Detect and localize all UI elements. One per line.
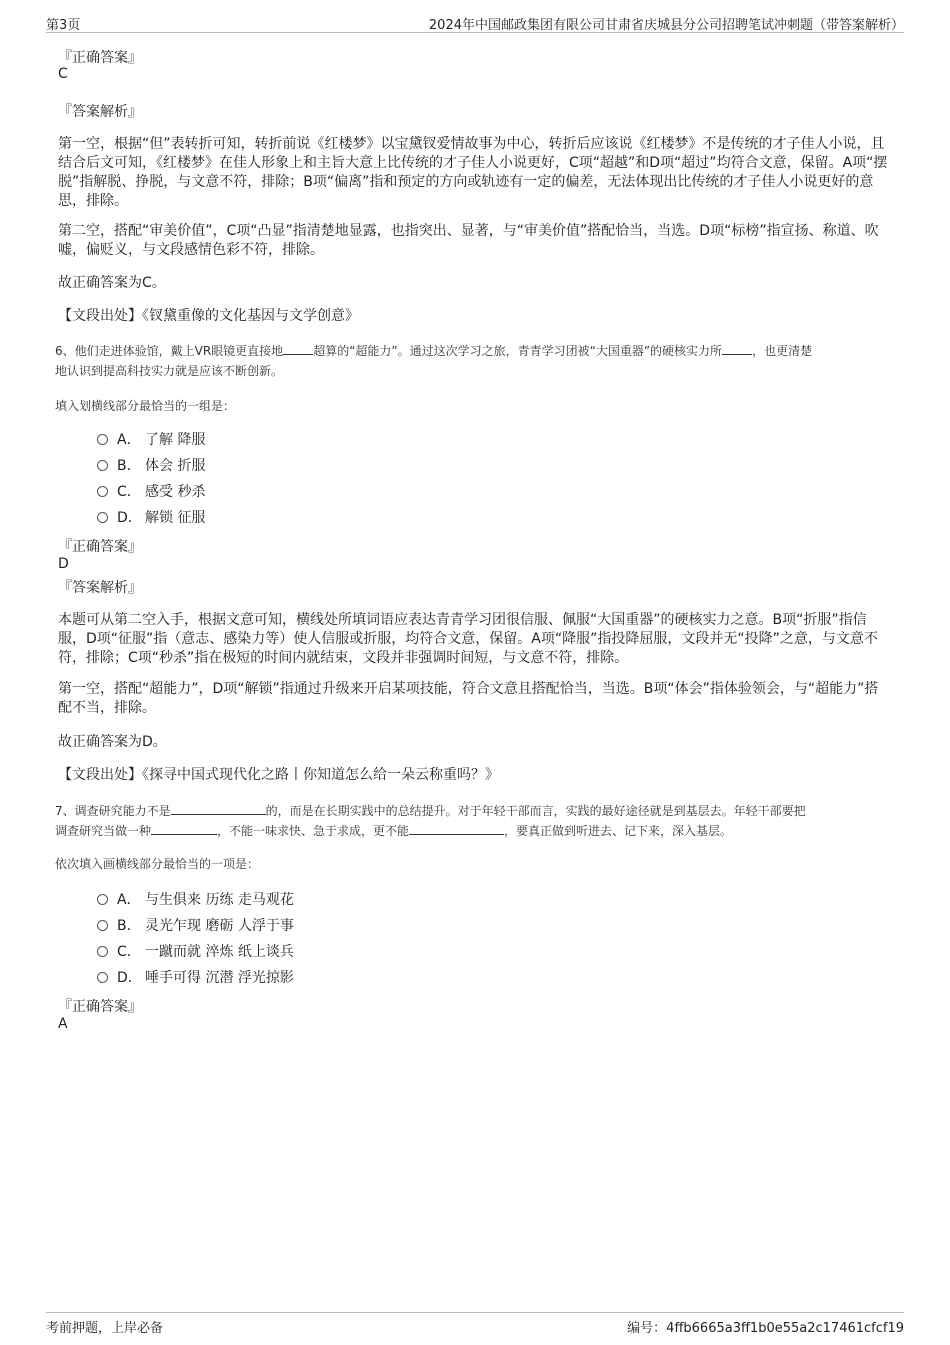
source-citation: 【文段出处】《钗黛重像的文化基因与文学创意》 xyxy=(58,308,359,324)
answer-value: A xyxy=(58,1016,68,1032)
conclusion: 故正确答案为D。 xyxy=(58,734,167,750)
radio-icon[interactable] xyxy=(97,972,108,983)
analysis-label: 『答案解析』 xyxy=(58,104,142,120)
analysis-paragraph: 第一空，根据“但”表转折可知，转折前说《红楼梦》以宝黛钗爱情故事为中心，转折后应该说《红楼梦》不是传统的才子佳人小说，且结合后文可知，《红楼梦》在佳人形象上和主旨大意上比传统的才子佳人小说更好，C项“超越”和D项“超过”均符合文意，保留。A项“摆脱”指解脱、挣脱，与文意不符，排除；B项“偏离”指和预定的方向或轨迹有一定的偏差，无法体现出比传统的才子佳人小说更好的意思，排除。 xyxy=(58,136,888,209)
option-c[interactable]: C． 一蹴而就 淬炼 纸上谈兵 xyxy=(97,942,294,962)
analysis-paragraph: 第二空，搭配“审美价值”，C项“凸显”指清楚地显露，也指突出、显著，与“审美价值”搭配恰当，当选。D项“标榜”指宣扬、称道、吹嘘，偏贬义，与文段感情色彩不符，排除。 xyxy=(58,223,879,258)
source-citation: 【文段出处】《探寻中国式现代化之路丨你知道怎么给一朵云称重吗？》 xyxy=(58,767,499,783)
conclusion: 故正确答案为C。 xyxy=(58,275,166,291)
radio-icon[interactable] xyxy=(97,920,108,931)
option-b[interactable]: B． 灵光乍现 磨砺 人浮于事 xyxy=(97,916,294,936)
answer-label: 『正确答案』 xyxy=(58,539,142,555)
page-footer xyxy=(46,1312,904,1337)
document-code: 编号：4ffb6665a3ff1b0e55a2c17461cfcf19 xyxy=(627,1321,904,1336)
answer-label: 『正确答案』 xyxy=(58,999,142,1015)
question-instruction: 依次填入画横线部分最恰当的一项是： xyxy=(55,857,260,871)
blank-line xyxy=(722,342,752,355)
option-c[interactable]: C． 感受 秒杀 xyxy=(97,482,205,502)
page-header xyxy=(46,14,904,33)
analysis-paragraph: 本题可从第二空入手，根据文意可知，横线处所填词语应表达青青学习团很信服、佩服“大国重器”的硬核实力之意。B项“折服”指信服，D项“征服”指（意志、感染力等）使人信服或折服，均符合文意，保留。A项“降服”指投降屈服，文段并无“投降”之意，与文意不符，排除；C项“秒杀”指在极短的时间内就结束，文段并非强调时间短，与文意不符，排除。 xyxy=(58,612,878,666)
radio-icon[interactable] xyxy=(97,894,108,905)
blank-line xyxy=(409,822,504,835)
radio-icon[interactable] xyxy=(97,512,108,523)
page-number: 第3页 xyxy=(46,18,81,33)
radio-icon[interactable] xyxy=(97,946,108,957)
document-title: 2024年中国邮政集团有限公司甘肃省庆城县分公司招聘笔试冲刺题（带答案解析） xyxy=(428,18,904,33)
radio-icon[interactable] xyxy=(97,460,108,471)
radio-icon[interactable] xyxy=(97,486,108,497)
blank-line xyxy=(171,802,266,815)
option-b[interactable]: B． 体会 折服 xyxy=(97,456,205,476)
answer-value: C xyxy=(58,66,68,82)
option-d[interactable]: D． 解锁 征服 xyxy=(97,508,205,528)
answer-value: D xyxy=(58,556,69,572)
analysis-label: 『答案解析』 xyxy=(58,580,142,596)
blank-line xyxy=(283,342,313,355)
question-instruction: 填入划横线部分最恰当的一组是： xyxy=(55,399,236,413)
radio-icon[interactable] xyxy=(97,434,108,445)
option-d[interactable]: D． 唾手可得 沉潜 浮光掠影 xyxy=(97,968,294,988)
option-a[interactable]: A． 了解 降服 xyxy=(97,430,205,450)
option-a[interactable]: A． 与生俱来 历练 走马观花 xyxy=(97,890,294,910)
blank-line xyxy=(151,822,217,835)
question-stem: 6、他们走进体验馆，戴上VR眼镜更直接地 超算的“超能力”。通过这次学习之旅，青青学习团被“大国重器”的硬核实力所 ，也更清楚 地认识到提高科技实力就是应该不断创新。 xyxy=(55,344,813,378)
question-stem: 7、调查研究能力不是 的，而是在长期实践中的总结提升。对于年轻干部而言，实践的最好途径就是到基层去。年轻干部要把 调查研究当做一种 ，不能一味求快、急于求成，更不能 ，要真正做到听进去、记下来，深入基层。 xyxy=(55,804,806,838)
footer-slogan: 考前押题，上岸必备 xyxy=(46,1321,164,1336)
analysis-paragraph: 第一空，搭配“超能力”，D项“解锁”指通过升级来开启某项技能，符合文意且搭配恰当，当选。B项“体会”指体验领会，与“超能力”搭配不当，排除。 xyxy=(58,681,879,716)
answer-label: 『正确答案』 xyxy=(58,50,142,66)
